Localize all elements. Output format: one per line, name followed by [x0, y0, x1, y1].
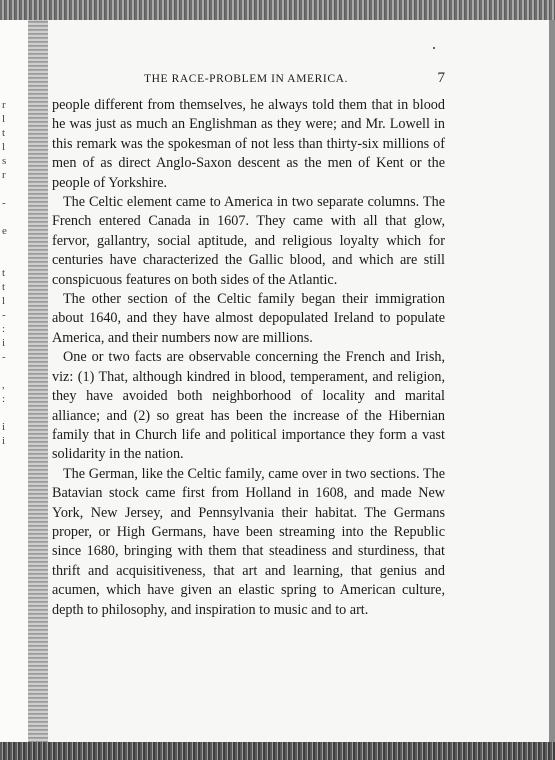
margin-fragment: l [2, 141, 6, 153]
margin-fragment [2, 238, 16, 252]
margin-fragment: - [2, 351, 6, 363]
paragraph: The other section of the Celtic family began their immigration about 1640, and they have almost depopulated Ireland to populate America, and their numbers now are millions. [52, 291, 445, 346]
margin-fragment: r [2, 169, 6, 181]
margin-fragment: - [2, 309, 6, 321]
margin-fragment [2, 364, 16, 378]
running-head-title: THE RACE-PROBLEM IN AMERICA. [144, 73, 349, 85]
margin-fragment: t [2, 281, 6, 293]
margin-fragment: : [2, 323, 6, 335]
margin-fragment [2, 252, 16, 266]
paper-speck [433, 47, 435, 49]
paragraph: people different from themselves, he always told them that in blood he was just as much an Englishman as they were; and Mr. Lowell in this remark was the spokesman of not less than thirty-six millions of men of as direct Anglo-Saxon descent as the men of Kent or the people of Yorkshire. [52, 97, 445, 191]
margin-fragment: e [2, 225, 7, 237]
scan-bottom-border [0, 742, 555, 760]
margin-fragment: i [2, 337, 6, 349]
margin-fragment [2, 406, 16, 420]
book-page [52, 70, 445, 620]
body-text [52, 96, 445, 620]
margin-fragment: , [2, 379, 5, 391]
margin-fragment: t [2, 267, 6, 279]
margin-fragment [2, 210, 16, 224]
margin-fragment: l [2, 113, 6, 125]
margin-fragment: r [2, 99, 6, 111]
page-number: 7 [437, 70, 445, 86]
margin-fragment: s [2, 155, 7, 167]
paragraph: The Celtic element came to America in two separate columns. The French entered Canada in 1607. They came with all that glow, fervor, gallantry, social aptitude, and religious loyalty which for centuries have characterized the Gallic blood, and which are still conspicuous features on both sides of the Atlantic. [52, 194, 445, 288]
running-head [52, 70, 445, 87]
margin-fragment: : [2, 393, 6, 405]
binding-gutter [28, 20, 48, 742]
facing-page-fragments [2, 98, 16, 448]
margin-fragment: t [2, 127, 6, 139]
paragraph: One or two facts are observable concerning the French and Irish, viz: (1) That, although kindred in blood, temperament, and religion, they have avoided both neighborhood of locality and marital alliance; and (2) so great has been the increase of the Hibernian family that in Church life and political importance they form a vast solidarity in the nation. [52, 349, 445, 463]
margin-fragment: i [2, 421, 6, 433]
paragraph: The German, like the Celtic family, came over in two sections. The Batavian stock came first from Holland in 1608, and made New York, New Jersey, and Pennsylvania their habitat. The Germans proper, or High Germans, have been streaming into the Republic since 1680, bringing with them that steadiness and sturdiness, that thrift and acquisitiveness, that art and learning, that genius and acumen, which have given an elastic spring to American culture, depth to philosophy, and inspiration to music and to art. [52, 465, 445, 618]
margin-fragment: i [2, 435, 6, 447]
margin-fragment: - [2, 197, 6, 209]
margin-fragment [2, 182, 16, 196]
scan-right-border [549, 20, 555, 742]
margin-fragment: l [2, 295, 6, 307]
scan-top-border [0, 0, 555, 20]
